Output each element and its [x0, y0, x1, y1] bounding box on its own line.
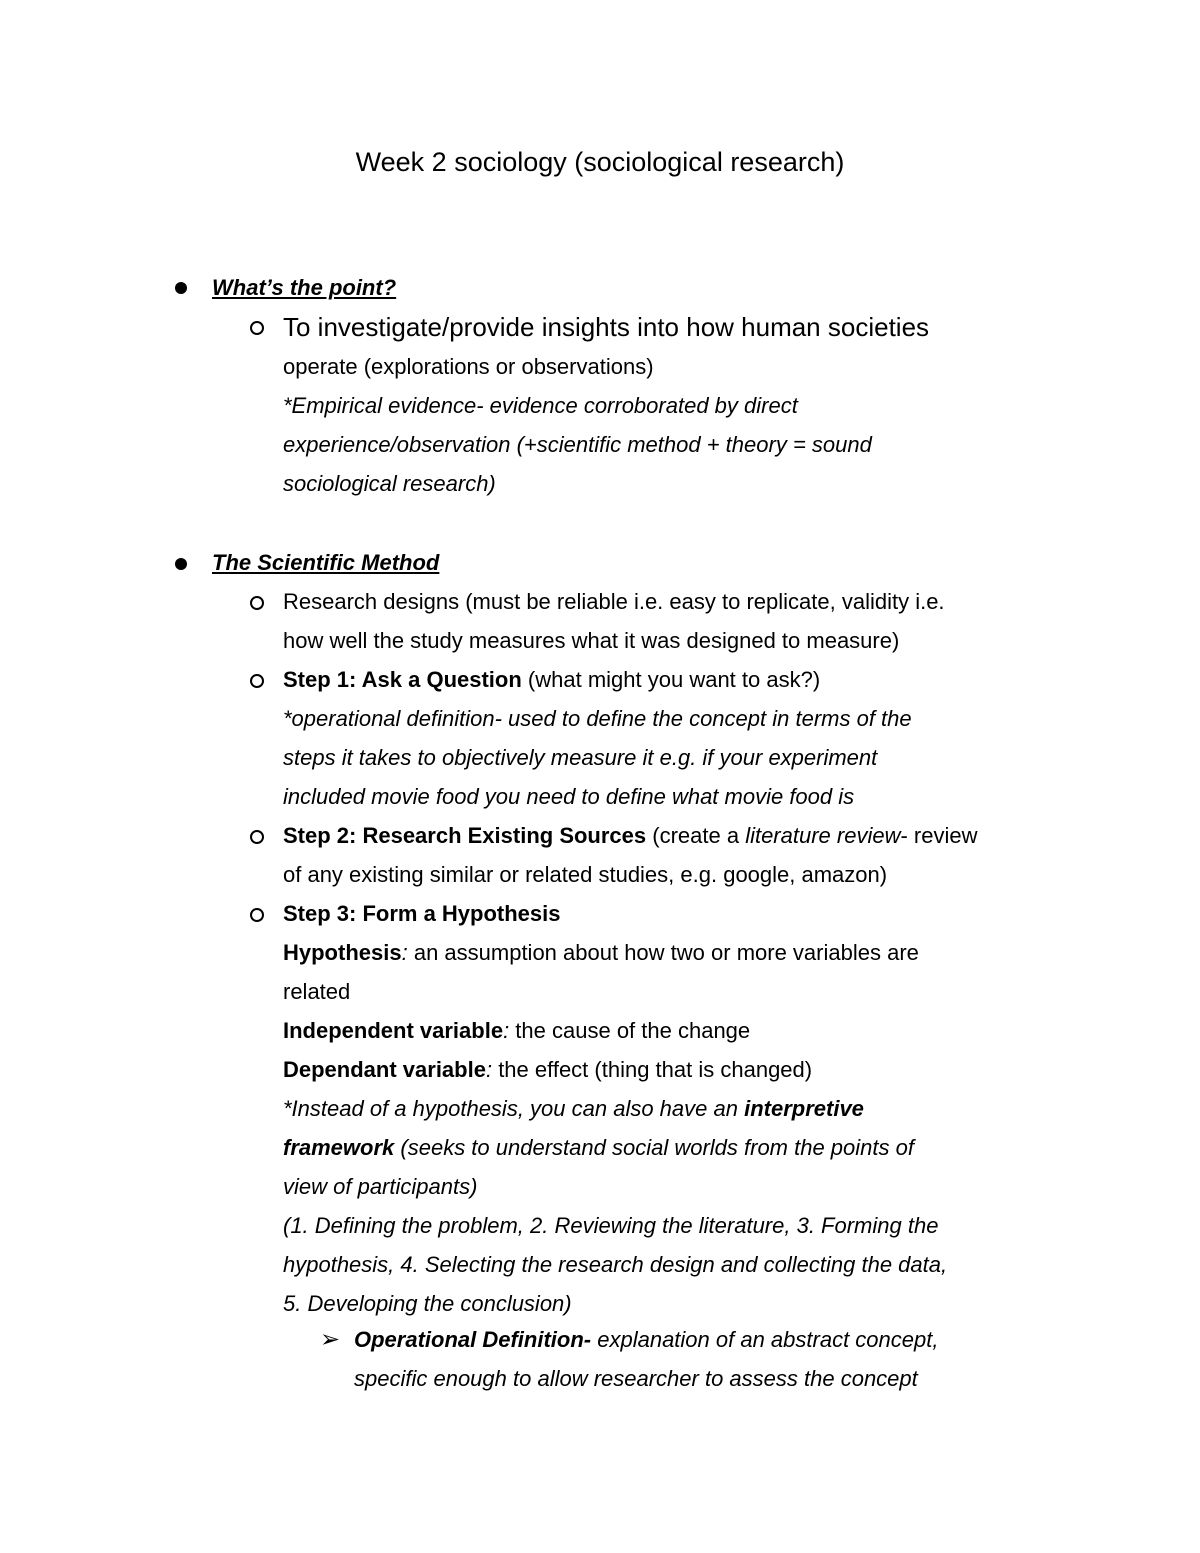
heading-text: What’s the point? [212, 275, 397, 300]
text-fragment: : [503, 1018, 510, 1043]
term: Dependant variable [283, 1057, 486, 1082]
text-fragment: (create a [646, 823, 746, 848]
step-label: Step 3: Form a Hypothesis [283, 901, 561, 926]
text-line: experience/observation (+scientific method + theory = sound [283, 432, 872, 457]
text-line: operate (explorations or observations) [283, 354, 654, 379]
text-fragment: (what might you want to ask?) [521, 667, 821, 692]
text-fragment: - review [900, 823, 978, 848]
text-line: (1. Defining the problem, 2. Reviewing the literature, 3. Forming the [283, 1213, 939, 1238]
text-line: sociological research) [283, 471, 496, 496]
bullet-icon [175, 558, 187, 570]
text-line: steps it takes to objectively measure it e.g. if your experiment [283, 745, 878, 770]
bullet-icon [175, 282, 187, 294]
text-line: specific enough to allow researcher to assess the concept [354, 1366, 918, 1391]
text-fragment: : [401, 940, 408, 965]
section-heading-point [212, 268, 396, 307]
text-line: To investigate/provide insights into how human societies [283, 312, 930, 342]
point-item [283, 308, 1073, 503]
text-line: hypothesis, 4. Selecting the research design and collecting the data, [283, 1252, 948, 1277]
text-line: view of participants) [283, 1174, 478, 1199]
step3-item [283, 894, 1073, 1323]
circle-bullet-icon [250, 674, 264, 688]
circle-bullet-icon [250, 908, 264, 922]
text-fragment: (seeks to understand social worlds from the points of [394, 1135, 914, 1160]
text-fragment: interpretive [744, 1096, 864, 1121]
circle-bullet-icon [250, 596, 264, 610]
page-title: Week 2 sociology (sociological research) [355, 147, 845, 177]
text-fragment: literature review [745, 823, 901, 848]
text-fragment: the effect (thing that is changed) [492, 1057, 813, 1082]
text-fragment: an assumption about how two or more variables are [407, 940, 919, 965]
research-designs-item [283, 582, 1073, 660]
step2-item [283, 816, 1073, 894]
text-line: *Empirical evidence- evidence corroborated by direct [283, 393, 798, 418]
text-line: *operational definition- used to define the concept in terms of the [283, 706, 912, 731]
term: Hypothesis [283, 940, 402, 965]
circle-bullet-icon [250, 830, 264, 844]
section-heading-method [212, 543, 439, 582]
text-line: of any existing similar or related studies, e.g. google, amazon) [283, 862, 888, 887]
text-fragment: *Instead of a hypothesis, you can also have an [283, 1096, 745, 1121]
circle-bullet-icon [250, 321, 264, 335]
arrow-bullet-icon: ➢ [320, 1326, 341, 1353]
operational-definition-item [354, 1320, 1074, 1398]
term: Operational Definition- [354, 1327, 592, 1352]
text-line: included movie food you need to define what movie food is [283, 784, 855, 809]
text-line: how well the study measures what it was designed to measure) [283, 628, 900, 653]
text-fragment: : [485, 1057, 493, 1082]
text-fragment: the cause of the change [509, 1018, 751, 1043]
text-line: related [283, 979, 351, 1004]
step-label: Step 1: Ask a Question [283, 667, 522, 692]
heading-text: The Scientific Method [212, 550, 440, 575]
step-label: Step 2: Research Existing Sources [283, 823, 647, 848]
text-line: 5. Developing the conclusion) [283, 1291, 572, 1316]
step1-item [283, 660, 1073, 816]
term: Independent variable [283, 1018, 504, 1043]
text-line: Research designs (must be reliable i.e. easy to replicate, validity i.e. [283, 589, 945, 614]
text-fragment: framework [283, 1135, 395, 1160]
text-fragment: explanation of an abstract concept, [591, 1327, 939, 1352]
